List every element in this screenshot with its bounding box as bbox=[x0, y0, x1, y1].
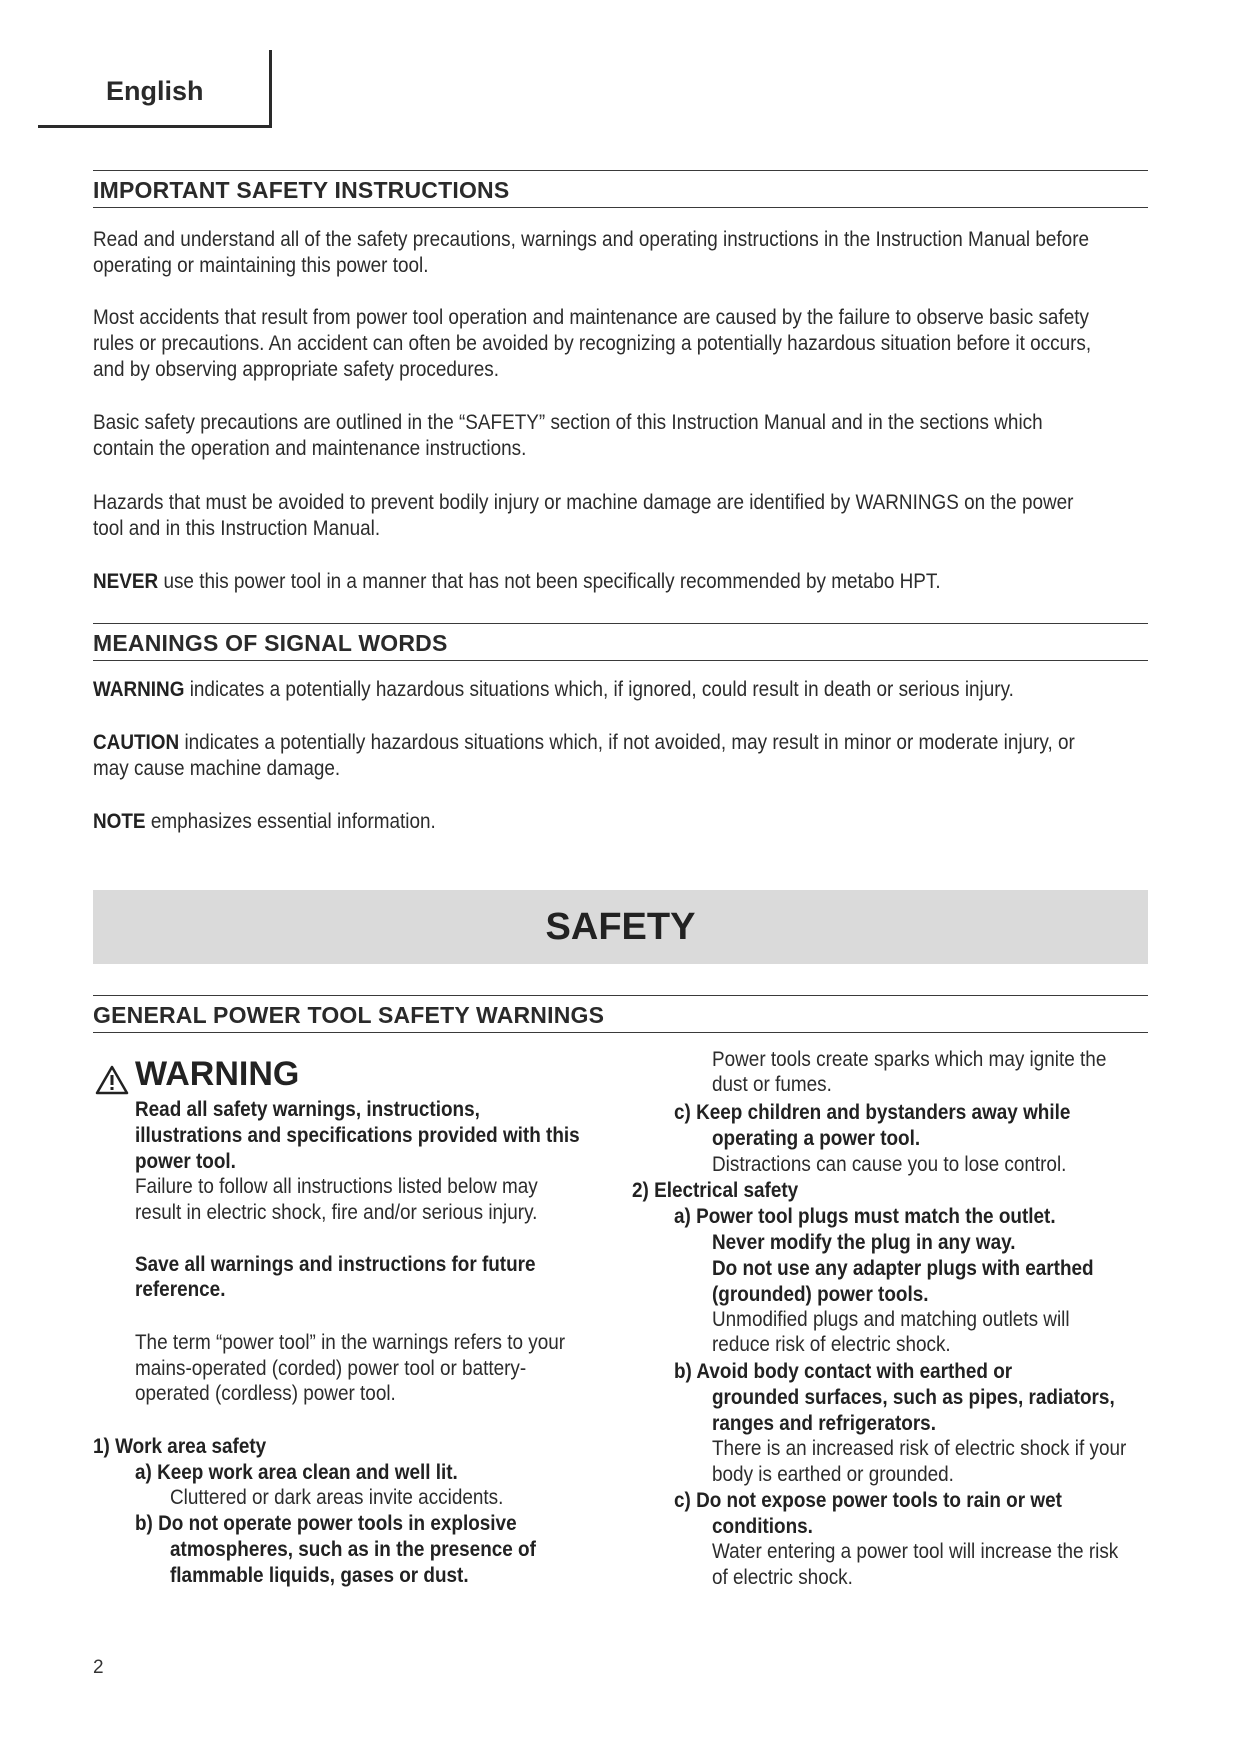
page-number: 2 bbox=[93, 1657, 104, 1678]
work-area-item-c: c) Keep children and bystanders away while bbox=[674, 1100, 1071, 1124]
work-area-item-a: a) Keep work area clean and well lit. bbox=[135, 1460, 458, 1484]
electrical-item-a-detail-l2: reduce risk of electric shock. bbox=[712, 1332, 951, 1356]
signal-note-definition: NOTE emphasizes essential information. bbox=[93, 809, 436, 833]
electrical-item-a: a) Power tool plugs must match the outlet. bbox=[674, 1204, 1056, 1228]
electrical-item-c: c) Do not expose power tools to rain or wet bbox=[674, 1488, 1062, 1512]
warning-read-all: Read all safety warnings, instructions, bbox=[135, 1097, 480, 1121]
warning-failure-text-l2: result in electric shock, fire and/or serious injury. bbox=[135, 1200, 538, 1224]
warning-read-all-l2: illustrations and specifications provided with this bbox=[135, 1123, 580, 1147]
important-paragraph-2: Most accidents that result from power tool operation and maintenance are caused by the failure to observe basic safety rules or precautions. An accident can often be avoided by recognizing a potentially hazardous situation before it occurs, and by observing appropriate safety procedures. bbox=[93, 305, 1092, 381]
safety-section-band: SAFETY bbox=[93, 890, 1148, 964]
work-area-item-b: b) Do not operate power tools in explosive bbox=[135, 1511, 517, 1535]
signal-words-heading: MEANINGS OF SIGNAL WORDS bbox=[93, 623, 1148, 661]
sparks-text-l2: dust or fumes. bbox=[712, 1072, 832, 1096]
warning-failure-text: Failure to follow all instructions listed below may bbox=[135, 1174, 538, 1198]
important-paragraph-1: Read and understand all of the safety precautions, warnings and operating instructions in the Instruction Manual before operating or maintaining this power tool. bbox=[93, 227, 1090, 277]
electrical-item-c-detail: Water entering a power tool will increase the risk bbox=[712, 1539, 1119, 1563]
sparks-text: Power tools create sparks which may ignite the bbox=[712, 1047, 1107, 1071]
electrical-item-a-l4: (grounded) power tools. bbox=[712, 1282, 929, 1306]
electrical-item-b: b) Avoid body contact with earthed or bbox=[674, 1359, 1013, 1383]
important-paragraph-never: NEVER use this power tool in a manner that has not been specifically recommended by metabo HPT. bbox=[93, 569, 941, 593]
work-area-item-c-detail: Distractions can cause you to lose control. bbox=[712, 1152, 1067, 1176]
electrical-item-b-detail-l2: body is earthed or grounded. bbox=[712, 1462, 954, 1486]
electrical-item-c-l2: conditions. bbox=[712, 1514, 813, 1538]
power-tool-term-text-l2: mains-operated (corded) power tool or battery- bbox=[135, 1356, 527, 1380]
signal-caution-definition: CAUTION indicates a potentially hazardous situations which, if not avoided, may result in minor or moderate injury, or may cause machine damage. bbox=[93, 730, 1075, 780]
work-area-item-a-detail: Cluttered or dark areas invite accidents. bbox=[170, 1485, 504, 1509]
important-safety-heading: IMPORTANT SAFETY INSTRUCTIONS bbox=[93, 170, 1148, 208]
electrical-item-b-l2: grounded surfaces, such as pipes, radiators, bbox=[712, 1385, 1115, 1409]
warning-triangle-icon bbox=[95, 1065, 129, 1095]
power-tool-term-text: The term “power tool” in the warnings refers to your bbox=[135, 1330, 566, 1354]
language-tab bbox=[38, 50, 272, 128]
save-warnings-text: Save all warnings and instructions for future bbox=[135, 1252, 536, 1276]
electrical-item-b-l3: ranges and refrigerators. bbox=[712, 1411, 936, 1435]
work-area-item-c-l2: operating a power tool. bbox=[712, 1126, 921, 1150]
general-warnings-heading: GENERAL POWER TOOL SAFETY WARNINGS bbox=[93, 995, 1148, 1033]
electrical-safety-heading: 2) Electrical safety bbox=[632, 1178, 799, 1202]
work-area-item-b-l3: flammable liquids, gases or dust. bbox=[170, 1563, 469, 1587]
signal-warning-definition: WARNING indicates a potentially hazardous situations which, if ignored, could result in death or serious injury. bbox=[93, 677, 1014, 701]
warning-read-all-l3: power tool. bbox=[135, 1149, 236, 1173]
electrical-item-a-l3: Do not use any adapter plugs with earthed bbox=[712, 1256, 1094, 1280]
work-area-safety-heading: 1) Work area safety bbox=[93, 1434, 267, 1458]
important-paragraph-4: Hazards that must be avoided to prevent bodily injury or machine damage are identified by WARNINGS on the power tool and in this Instruction Manual. bbox=[93, 490, 1074, 540]
electrical-item-c-detail-l2: of electric shock. bbox=[712, 1565, 853, 1589]
language-label: English bbox=[106, 76, 204, 106]
power-tool-term-text-l3: operated (cordless) power tool. bbox=[135, 1381, 396, 1405]
important-paragraph-3: Basic safety precautions are outlined in the “SAFETY” section of this Instruction Manual and in the sections which contain the operation and maintenance instructions. bbox=[93, 410, 1043, 460]
electrical-item-a-l2: Never modify the plug in any way. bbox=[712, 1230, 1016, 1254]
electrical-item-b-detail: There is an increased risk of electric shock if your bbox=[712, 1436, 1127, 1460]
work-area-item-b-l2: atmospheres, such as in the presence of bbox=[170, 1537, 536, 1561]
electrical-item-a-detail: Unmodified plugs and matching outlets will bbox=[712, 1307, 1070, 1331]
save-warnings-text-l2: reference. bbox=[135, 1277, 226, 1301]
